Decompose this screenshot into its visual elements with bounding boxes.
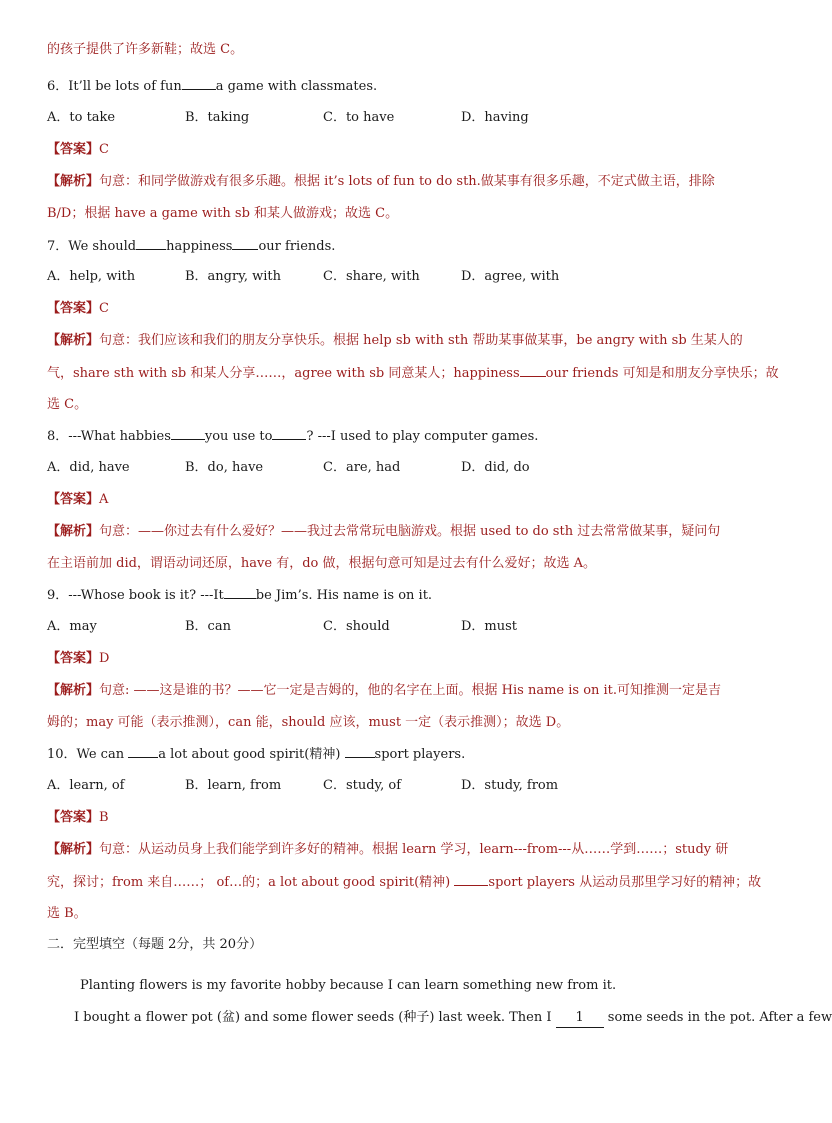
question-10-blank-2 xyxy=(345,745,375,758)
question-9-option-c: C．should xyxy=(323,619,390,634)
passage-text: I bought a flower pot (盆) and some flower seeds (种子) last week. Then I xyxy=(74,1010,552,1025)
passage-text: some seeds in the pot. After a few xyxy=(607,1010,832,1025)
question-6-explanation xyxy=(47,173,747,191)
answer-tag: 【答案】 xyxy=(47,301,100,316)
question-7-option-c: C．share, with xyxy=(323,269,420,284)
question-9-option-b: B．can xyxy=(185,619,231,634)
question-8-option-b: B．do, have xyxy=(185,460,264,475)
question-9-answer xyxy=(47,650,747,668)
question-8-option-c: C．are, had xyxy=(323,460,401,475)
explanation-tag: 【解析】 xyxy=(47,524,100,539)
question-7-answer xyxy=(47,300,747,318)
answer-tag: 【答案】 xyxy=(47,810,100,825)
passage-paragraph-2 xyxy=(74,1009,832,1028)
question-6-option-a: A．to take xyxy=(47,110,116,125)
question-7-stem-post: our friends. xyxy=(258,239,336,254)
explanation-tag: 【解析】 xyxy=(47,174,100,189)
question-10-blank-1 xyxy=(128,745,158,758)
question-10-option-a: A．learn, of xyxy=(47,778,125,793)
question-8-stem-mid: you use to xyxy=(204,429,273,444)
question-9-blank xyxy=(224,586,256,599)
question-8-option-a: A．did, have xyxy=(47,460,130,475)
question-7-explanation-end: 选 C。 xyxy=(47,397,88,412)
explanation-blank xyxy=(520,364,546,377)
question-8 xyxy=(47,427,747,446)
question-9-stem-post: be Jim’s. His name is on it. xyxy=(255,588,433,603)
question-6 xyxy=(47,77,747,96)
question-10-explanation xyxy=(47,841,747,859)
question-9 xyxy=(47,586,747,605)
explanation-text: 气，share sth with sb 和某人分享……，agree with sb 同意某人；happiness xyxy=(47,366,520,381)
question-7-blank-1 xyxy=(136,237,166,250)
question-7-option-d: D．agree, with xyxy=(461,269,560,284)
answer-value: B xyxy=(99,810,109,825)
question-9-stem-pre: 9．---Whose book is it? ---It xyxy=(47,588,224,603)
question-6-stem-pre: 6．It’ll be lots of fun xyxy=(47,79,182,94)
question-10-answer xyxy=(47,809,747,827)
question-7-blank-2 xyxy=(232,237,258,250)
explanation-text: our friends 可知是和朋友分享快乐；故 xyxy=(545,366,779,381)
explanation-text: 句意：从运动员身上我们能学到许多好的精神。根据 learn 学习，learn---from---从……学到……；study 研 xyxy=(99,842,729,857)
question-9-explanation xyxy=(47,682,747,700)
question-10-stem-post: sport players. xyxy=(374,747,466,762)
question-7-option-b: B．angry, with xyxy=(185,269,281,284)
question-10-explanation-end: 选 B。 xyxy=(47,906,87,921)
question-6-option-b: B．taking xyxy=(185,110,250,125)
question-8-answer xyxy=(47,491,747,509)
explanation-tag: 【解析】 xyxy=(47,333,100,348)
question-9-option-a: A．may xyxy=(47,619,97,634)
question-7 xyxy=(47,237,747,256)
answer-value: D xyxy=(99,651,110,666)
question-10-stem-mid: a lot about good spirit(精神) xyxy=(158,747,341,762)
passage-paragraph-1: Planting flowers is my favorite hobby because I can learn something new from it. xyxy=(80,978,617,993)
explanation-text: 句意：我们应该和我们的朋友分享快乐。根据 help sb with sth 帮助某事做某事，be angry with sb 生某人的 xyxy=(99,333,743,348)
answer-value: C xyxy=(99,301,109,316)
question-9-explanation-cont: 姆的；may 可能（表示推测），can 能，should 应该，must 一定（表示推测）；故选 D。 xyxy=(47,715,570,730)
prev-explanation-tail: 的孩子提供了许多新鞋；故选 C。 xyxy=(47,42,244,57)
question-10-explanation-cont xyxy=(47,873,762,892)
explanation-text: 句意: ——这是谁的书？——它一定是吉姆的，他的名字在上面。根据 His name is on it.可知推测一定是吉 xyxy=(99,683,722,698)
question-6-option-d: D．having xyxy=(461,110,529,125)
explanation-text: 句意：——你过去有什么爱好？——我过去常常玩电脑游戏。根据 used to do sth 过去常常做某事，疑问句 xyxy=(99,524,721,539)
question-8-blank-2 xyxy=(272,427,306,440)
question-7-explanation xyxy=(47,332,747,350)
explanation-tag: 【解析】 xyxy=(47,683,100,698)
question-8-explanation xyxy=(47,523,747,541)
question-10-option-c: C．study, of xyxy=(323,778,402,793)
question-6-option-c: C．to have xyxy=(323,110,395,125)
question-7-option-a: A．help, with xyxy=(47,269,136,284)
explanation-blank xyxy=(454,873,488,886)
section-2-heading: 二．完型填空（每题 2分，共 20分） xyxy=(47,937,263,952)
question-7-stem-mid: happiness xyxy=(166,239,233,254)
explanation-text: sport players 从运动员那里学习好的精神；故 xyxy=(488,875,762,890)
question-10-option-b: B．learn, from xyxy=(185,778,282,793)
question-8-stem-post: ? ---I used to play computer games. xyxy=(306,429,539,444)
question-6-blank xyxy=(182,77,216,90)
question-6-explanation-cont: B/D；根据 have a game with sb 和某人做游戏；故选 C。 xyxy=(47,206,399,221)
answer-tag: 【答案】 xyxy=(47,651,100,666)
cloze-blank-1[interactable]: 1 xyxy=(556,1009,604,1028)
question-10-option-d: D．study, from xyxy=(461,778,559,793)
question-10 xyxy=(47,745,747,764)
question-7-explanation-cont xyxy=(47,364,779,383)
explanation-tag: 【解析】 xyxy=(47,842,100,857)
answer-value: C xyxy=(99,142,109,157)
explanation-text: 句意：和同学做游戏有很多乐趣。根据 it’s lots of fun to do sth.做某事有很多乐趣，不定式做主语，排除 xyxy=(99,174,715,189)
answer-value: A xyxy=(99,492,109,507)
explanation-text: 究，探讨；from 来自……； of…的；a lot about good spirit(精神) xyxy=(47,875,451,890)
question-6-stem-post: a game with classmates. xyxy=(215,79,378,94)
question-8-stem-pre: 8．---What habbies xyxy=(47,429,171,444)
question-9-option-d: D．must xyxy=(461,619,518,634)
question-8-explanation-cont: 在主语前加 did，谓语动词还原，have 有，do 做，根据句意可知是过去有什么爱好；故选 A。 xyxy=(47,556,597,571)
question-8-option-d: D．did, do xyxy=(461,460,530,475)
question-6-answer xyxy=(47,141,747,159)
answer-tag: 【答案】 xyxy=(47,492,100,507)
answer-tag: 【答案】 xyxy=(47,142,100,157)
question-8-blank-1 xyxy=(171,427,205,440)
question-10-stem-pre: 10．We can xyxy=(47,747,125,762)
question-7-stem-pre: 7．We should xyxy=(47,239,137,254)
